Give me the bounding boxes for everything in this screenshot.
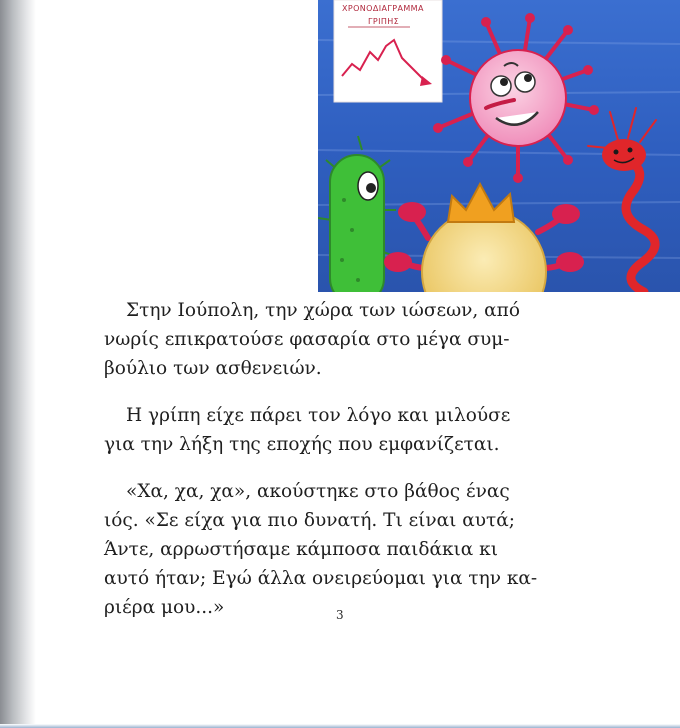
story-illustration: [318, 0, 680, 292]
paragraph-3-line-1: «Χα, χα, χα», ακούστηκε στο βάθος ένας: [126, 481, 510, 502]
red-worm-left-eye: [614, 150, 619, 155]
chart-caption-line1: ΧΡΟΝΟΔΙΑΓΡΑΜΜΑ: [342, 4, 424, 13]
paragraph-3-line-4: αυτό ήταν; Εγώ άλλα ονειρεύομαι για την κα-: [104, 568, 538, 589]
red-worm-right-eye: [628, 148, 633, 153]
paragraph-2-line-2: για την λήξη της εποχής που εμφανίζεται.: [104, 434, 500, 455]
paragraph-1-line-3: βούλιο των ασθενειών.: [104, 358, 322, 379]
paragraph-1-line-1: Στην Ιούπολη, την χώρα των ιώσεων, από: [126, 300, 520, 321]
paragraph-2-line-1: Η γρίπη είχε πάρει τον λόγο και μιλούσε: [126, 405, 511, 426]
paragraph-3-line-2: ιός. «Σε είχα για πιο δυνατή. Τι είναι αυτά;: [104, 510, 516, 531]
page-gutter-shadow: [0, 0, 36, 728]
paragraph-3-line-3: Άντε, αρρωστήσαμε κάμποσα παιδάκια κι: [104, 539, 498, 560]
story-paragraph-2: [104, 401, 564, 459]
chart-caption-line2: ΓΡΙΠΗΣ: [368, 17, 400, 26]
paragraph-1-line-2: νωρίς επικρατούσε φασαρία στο μέγα συμ-: [104, 329, 510, 350]
pink-virus-right-eye: [515, 72, 535, 92]
story-paragraph-3: [104, 477, 564, 622]
story-paragraph-1: [104, 296, 564, 383]
page-number: 3: [336, 608, 344, 622]
page-bottom-edge: [0, 724, 680, 728]
paragraph-3-line-5: ριέρα μου...»: [104, 597, 225, 618]
story-text: [104, 296, 564, 640]
flu-chart-poster: [334, 0, 442, 102]
pink-virus-left-eye: [491, 76, 511, 96]
